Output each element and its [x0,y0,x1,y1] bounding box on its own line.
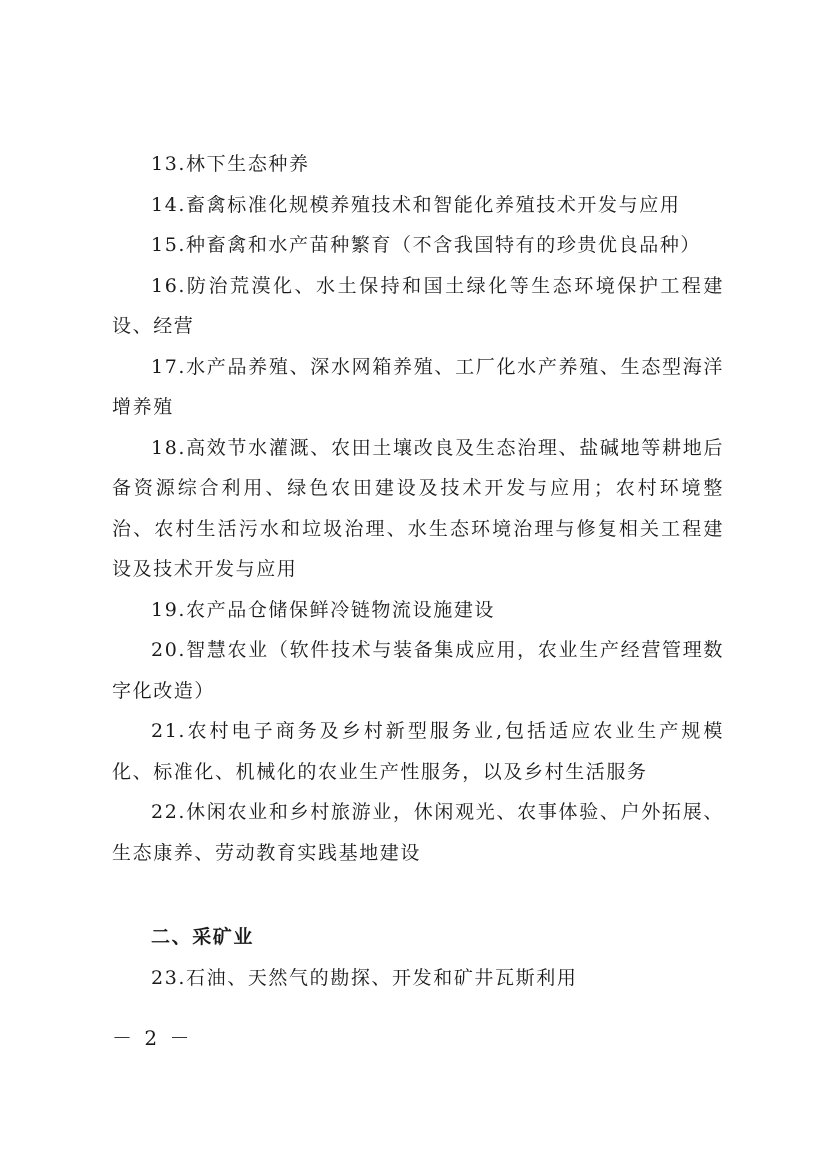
list-item: 17.水产品养殖、深水网箱养殖、工厂化水产养殖、生态型海洋增养殖 [112,355,724,418]
list-item: 20.智慧农业（软件技术与装备集成应用，农业生产经营管理数字化改造） [112,639,724,702]
list-item: 15.种畜禽和水产苗种繁育（不含我国特有的珍贵优良品种） [151,234,702,256]
list-item: 18.高效节水灌溉、农田土壤改良及生态治理、盐碱地等耕地后备资源综合利用、绿色农田建设及技术开发与应用；农村环境整治、农村生活污水和垃圾治理、水生态环境治理与修复相关工程建设及技术开发与应用 [112,436,724,580]
list-item: 13.林下生态种养 [151,153,310,175]
page-content [112,144,724,998]
list-item: 19.农产品仓储保鲜冷链物流设施建设 [151,598,496,621]
list-item: 14.畜禽标准化规模养殖技术和智能化养殖技术开发与应用 [151,193,681,216]
list-item: 23.石油、天然气的勘探、开发和矿井瓦斯利用 [151,966,578,989]
list-item: 22.休闲农业和乡村旅游业，休闲观光、农事体验、户外拓展、生态康养、劳动教育实践基地建设 [112,801,724,864]
section-heading: 二、采矿业 [151,926,255,948]
page-number: － 2 － [112,1026,193,1050]
list-item: 16.防治荒漠化、水土保持和国土绿化等生态环境保护工程建设、经营 [112,274,724,337]
list-item: 21.农村电子商务及乡村新型服务业,包括适应农业生产规模化、标准化、机械化的农业生产性服务，以及乡村生活服务 [112,720,724,783]
